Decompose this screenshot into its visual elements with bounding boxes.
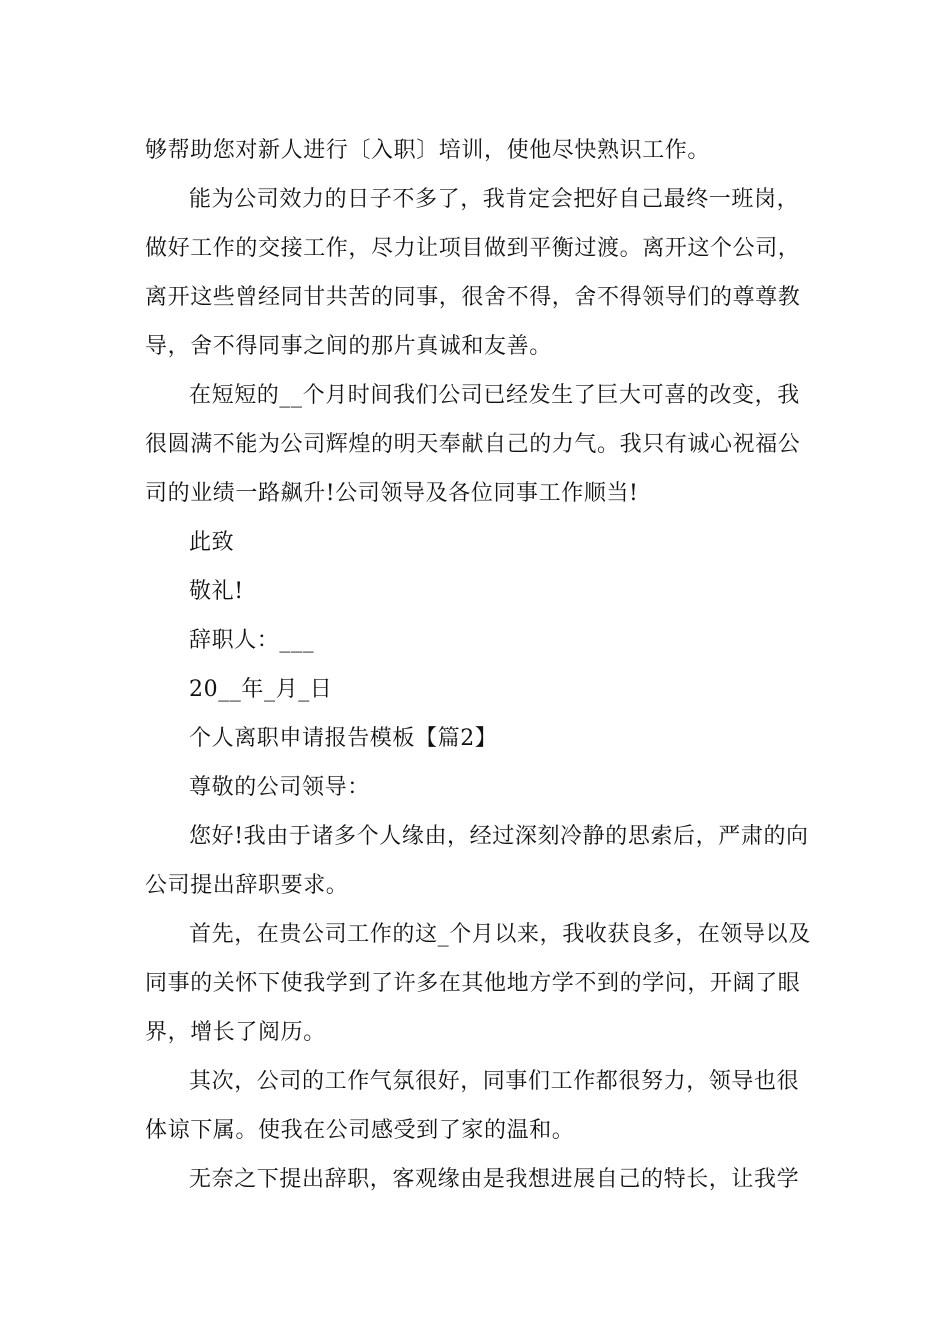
text-line: 首先，在贵公司工作的这_个月以来，我收获良多，在领导以及: [189, 922, 811, 947]
text-line: 公司提出辞职要求。: [145, 873, 349, 898]
text-line: 您好!我由于诸多个人缘由，经过深刻冷静的思索后，严肃的向: [189, 824, 809, 849]
text-line: 司的业绩一路飙升!公司领导及各位同事工作顺当!: [145, 481, 639, 506]
text-line: 能为公司效力的日子不多了，我肯定会把好自己最终一班岗，: [189, 187, 800, 212]
text-line: 做好工作的交接工作，尽力让项目做到平衡过渡。离开这个公司，: [145, 236, 801, 261]
text-line: 在短短的__个月时间我们公司已经发生了巨大可喜的改变，我: [189, 383, 800, 408]
text-line: 体谅下属。使我在公司感受到了家的温和。: [145, 1118, 575, 1143]
text-line: 其次，公司的工作气氛很好，同事们工作都很努力，领导也很: [189, 1069, 800, 1094]
section-title: 个人离职申请报告模板【篇2】: [189, 726, 498, 751]
signer-line: 辞职人：___: [189, 628, 315, 653]
closing-line: 敬礼!: [189, 579, 244, 604]
text-line: 离开这些曾经同甘共苦的同事，很舍不得，舍不得领导们的尊尊教: [145, 285, 801, 310]
closing-line: 此致: [189, 530, 235, 555]
document-body: [145, 126, 810, 1204]
text-line: 很圆满不能为公司辉煌的明天奉献自己的力气。我只有诚心祝福公: [145, 432, 801, 457]
text-line: 导，舍不得同事之间的那片真诚和友善。: [145, 334, 552, 359]
text-line: 够帮助您对新人进行〔入职〕培训，使他尽快熟识工作。: [145, 138, 711, 163]
text-line: 无奈之下提出辞职，客观缘由是我想进展自己的特长，让我学: [189, 1167, 800, 1192]
salutation: 尊敬的公司领导：: [189, 775, 370, 800]
text-line: 界，增长了阅历。: [145, 1020, 326, 1045]
date-line: 20__年_月_日: [189, 677, 333, 702]
text-line: 同事的关怀下使我学到了许多在其他地方学不到的学问，开阔了眼: [145, 971, 801, 996]
